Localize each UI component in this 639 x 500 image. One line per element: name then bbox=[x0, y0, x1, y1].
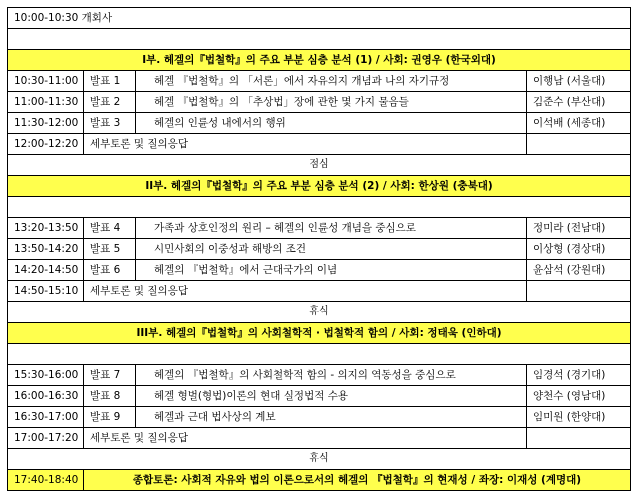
talk-number: 발표 8 bbox=[84, 386, 136, 407]
session-header bbox=[8, 176, 631, 197]
talk-time: 11:00-11:30 bbox=[8, 92, 84, 113]
talk-speaker: 임경석 (경기대) bbox=[526, 365, 630, 386]
talk-row bbox=[8, 71, 631, 92]
talk-topic: 헤겔 『법철학』의 「추상법」장에 관한 몇 가지 물음들 bbox=[136, 92, 527, 113]
talk-row bbox=[8, 92, 631, 113]
session-title: III부. 헤겔의『법철학』의 사회철학적 · 법철학적 함의 / 사회: 정태욱 (인하대) bbox=[8, 323, 631, 344]
discussion-row bbox=[8, 428, 631, 449]
talk-speaker: 김준수 (부산대) bbox=[526, 92, 630, 113]
final-discussion-row bbox=[8, 470, 631, 491]
talk-time: 15:30-16:00 bbox=[8, 365, 84, 386]
talk-time: 14:20-14:50 bbox=[8, 260, 84, 281]
opening-time: 10:00-10:30 bbox=[14, 12, 79, 24]
talk-topic: 헤겔과 근대 법사상의 계보 bbox=[136, 407, 527, 428]
talk-speaker: 윤삼석 (강원대) bbox=[526, 260, 630, 281]
spacer-row bbox=[8, 344, 631, 365]
talk-number: 발표 1 bbox=[84, 71, 136, 92]
opening-row bbox=[8, 8, 631, 29]
talk-row bbox=[8, 386, 631, 407]
talk-number: 발표 3 bbox=[84, 113, 136, 134]
talk-number: 발표 4 bbox=[84, 218, 136, 239]
talk-speaker: 임미원 (한양대) bbox=[526, 407, 630, 428]
talk-topic: 시민사회의 이중성과 해방의 조건 bbox=[136, 239, 527, 260]
talk-topic: 헤겔 『법철학』의 「서론」에서 자유의지 개념과 나의 자기규정 bbox=[136, 71, 527, 92]
talk-number: 발표 7 bbox=[84, 365, 136, 386]
talk-time: 16:30-17:00 bbox=[8, 407, 84, 428]
talk-row bbox=[8, 113, 631, 134]
talk-speaker: 이행남 (서울대) bbox=[526, 71, 630, 92]
discussion-time: 14:50-15:10 bbox=[8, 281, 84, 302]
break-row bbox=[8, 155, 631, 176]
talk-time: 10:30-11:00 bbox=[8, 71, 84, 92]
talk-speaker: 이상형 (경상대) bbox=[526, 239, 630, 260]
talk-topic: 헤겔의 인륜성 내에서의 행위 bbox=[136, 113, 527, 134]
discussion-empty bbox=[526, 281, 630, 302]
talk-speaker: 양천수 (영남대) bbox=[526, 386, 630, 407]
break-label: 휴식 bbox=[8, 302, 631, 323]
talk-number: 발표 6 bbox=[84, 260, 136, 281]
discussion-label: 세부토론 및 질의응답 bbox=[84, 281, 527, 302]
talk-number: 발표 9 bbox=[84, 407, 136, 428]
opening-cell bbox=[8, 8, 631, 29]
discussion-time: 12:00-12:20 bbox=[8, 134, 84, 155]
talk-row bbox=[8, 260, 631, 281]
talk-speaker: 정미라 (전남대) bbox=[526, 218, 630, 239]
break-row bbox=[8, 449, 631, 470]
talk-number: 발표 5 bbox=[84, 239, 136, 260]
talk-time: 13:20-13:50 bbox=[8, 218, 84, 239]
talk-topic: 헤겔 형벌(형법)이론의 현대 실정법적 수용 bbox=[136, 386, 527, 407]
session-title: II부. 헤겔의『법철학』의 주요 부분 심층 분석 (2) / 사회: 한상원 (충북대) bbox=[8, 176, 631, 197]
discussion-label: 세부토론 및 질의응답 bbox=[84, 428, 527, 449]
break-label: 점심 bbox=[8, 155, 631, 176]
discussion-row bbox=[8, 134, 631, 155]
break-label: 휴식 bbox=[8, 449, 631, 470]
discussion-label: 세부토론 및 질의응답 bbox=[84, 134, 527, 155]
discussion-row bbox=[8, 281, 631, 302]
talk-row bbox=[8, 365, 631, 386]
schedule-body bbox=[8, 8, 631, 491]
discussion-empty bbox=[526, 134, 630, 155]
final-time: 17:40-18:40 bbox=[8, 470, 84, 491]
talk-number: 발표 2 bbox=[84, 92, 136, 113]
discussion-empty bbox=[526, 428, 630, 449]
talk-row bbox=[8, 407, 631, 428]
talk-speaker: 이석배 (세종대) bbox=[526, 113, 630, 134]
talk-time: 13:50-14:20 bbox=[8, 239, 84, 260]
talk-time: 16:00-16:30 bbox=[8, 386, 84, 407]
session-header bbox=[8, 50, 631, 71]
talk-time: 11:30-12:00 bbox=[8, 113, 84, 134]
session-title: I부. 헤겔의『법철학』의 주요 부분 심층 분석 (1) / 사회: 권영우 (한국외대) bbox=[8, 50, 631, 71]
spacer-row bbox=[8, 29, 631, 50]
session-header bbox=[8, 323, 631, 344]
final-title: 종합토론: 사회적 자유와 법의 이론으로서의 헤겔의 『법철학』의 현재성 / 좌장: 이재성 (계명대) bbox=[84, 470, 631, 491]
schedule-table bbox=[7, 7, 631, 491]
talk-topic: 헤겔의 『법철학』의 사회철학적 함의 - 의지의 역동성을 중심으로 bbox=[136, 365, 527, 386]
talk-row bbox=[8, 218, 631, 239]
talk-topic: 헤겔의 『법철학』에서 근대국가의 이념 bbox=[136, 260, 527, 281]
talk-topic: 가족과 상호인정의 원리 – 헤겔의 인륜성 개념을 중심으로 bbox=[136, 218, 527, 239]
opening-label: 개회사 bbox=[81, 12, 113, 24]
spacer-row bbox=[8, 197, 631, 218]
discussion-time: 17:00-17:20 bbox=[8, 428, 84, 449]
talk-row bbox=[8, 239, 631, 260]
break-row bbox=[8, 302, 631, 323]
